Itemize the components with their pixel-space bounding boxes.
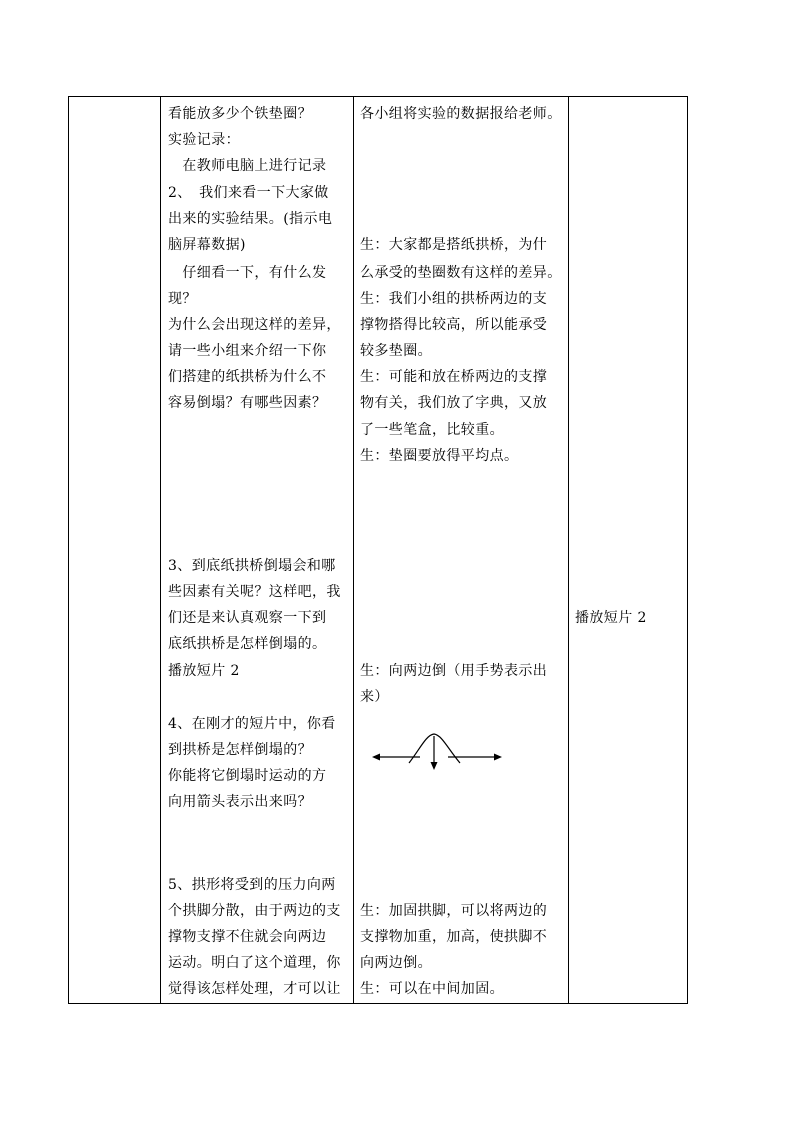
teacher-text-line: 播放短片 2 (168, 663, 240, 679)
teacher-text-line: 2、 我们来看一下大家做 (168, 185, 329, 201)
teacher-text-line: 出来的实验结果。(指示电 (168, 211, 333, 227)
teacher-text-line: 个拱脚分散，由于两边的支 (168, 903, 341, 919)
student-text-line: 支撑物加重，加高，使拱脚不 (360, 929, 548, 945)
right-arrow-head (494, 754, 502, 761)
teacher-text-line: 实验记录： (168, 132, 240, 148)
teacher-text-line: 为什么会出现这样的差异， (168, 317, 341, 333)
student-text-line: 了一些笔盒，比较重。 (360, 422, 504, 438)
student-text-line: 生：加固拱脚，可以将两边的 (360, 903, 548, 919)
left-arrow-head (372, 754, 380, 761)
teacher-text-line: 运动。明白了这个道理，你 (168, 955, 341, 971)
teacher-text-line: 们还是来认真观察一下到 (168, 610, 327, 626)
teacher-text-line: 底纸拱桥是怎样倒塌的。 (168, 636, 327, 652)
down-arrow-head (431, 762, 438, 770)
arch-collapse-arrows-diagram (372, 731, 507, 773)
media-text-line: 播放短片 2 (575, 610, 647, 626)
teacher-text-line: 脑屏幕数据) (168, 237, 246, 253)
teacher-text-line: 3、到底纸拱桥倒塌会和哪 (168, 558, 336, 574)
teacher-text-line: 撑物支撑不住就会向两边 (168, 929, 327, 945)
column-divider (353, 97, 354, 1003)
teacher-text-line: 向用箭头表示出来吗？ (168, 794, 312, 810)
teacher-text-line: 容易倒塌？有哪些因素？ (168, 395, 327, 411)
student-text-line: 生：可以在中间加固。 (360, 981, 504, 997)
student-text-line: 生：可能和放在桥两边的支撑 (360, 369, 548, 385)
student-text-line: 撑物搭得比较高，所以能承受 (360, 317, 548, 333)
student-text-line: 生：向两边倒（用手势表示出 (360, 663, 548, 679)
teacher-text-line: 觉得该怎样处理，才可以让 (168, 981, 341, 997)
column-divider (568, 97, 569, 1003)
student-text-line: 生：垫圈要放得平均点。 (360, 448, 519, 464)
column-divider (160, 97, 161, 1003)
teacher-text-line: 5、拱形将受到的压力向两 (168, 877, 336, 893)
student-text-line: 各小组将实验的数据报给老师。 (360, 106, 562, 122)
student-text-line: 生：我们小组的拱桥两边的支 (360, 291, 548, 307)
teacher-text-line: 看能放多少个铁垫圈？ (168, 106, 312, 122)
teacher-text-line: 到拱桥是怎样倒塌的？ (168, 742, 312, 758)
student-text-line: 生：大家都是搭纸拱桥，为什 (360, 237, 548, 253)
teacher-text-line: 些因素有关呢？这样吧，我 (168, 584, 341, 600)
teacher-text-line: 们搭建的纸拱桥为什么不 (168, 369, 327, 385)
student-text-line: 么承受的垫圈数有这样的差异。 (360, 265, 562, 281)
teacher-text-line: 在教师电脑上进行记录 (168, 158, 327, 174)
student-text-line: 向两边倒。 (360, 955, 432, 971)
student-text-line: 来） (360, 689, 389, 705)
student-text-line: 较多垫圈。 (360, 343, 432, 359)
teacher-text-line: 仔细看一下，有什么发 (168, 265, 327, 281)
teacher-text-line: 现？ (168, 291, 197, 307)
teacher-text-line: 4、在刚才的短片中，你看 (168, 716, 336, 732)
teacher-text-line: 你能将它倒塌时运动的方 (168, 768, 327, 784)
lesson-plan-table (68, 96, 688, 1004)
teacher-text-line: 请一些小组来介绍一下你 (168, 343, 327, 359)
student-text-line: 物有关，我们放了字典，又放 (360, 395, 548, 411)
